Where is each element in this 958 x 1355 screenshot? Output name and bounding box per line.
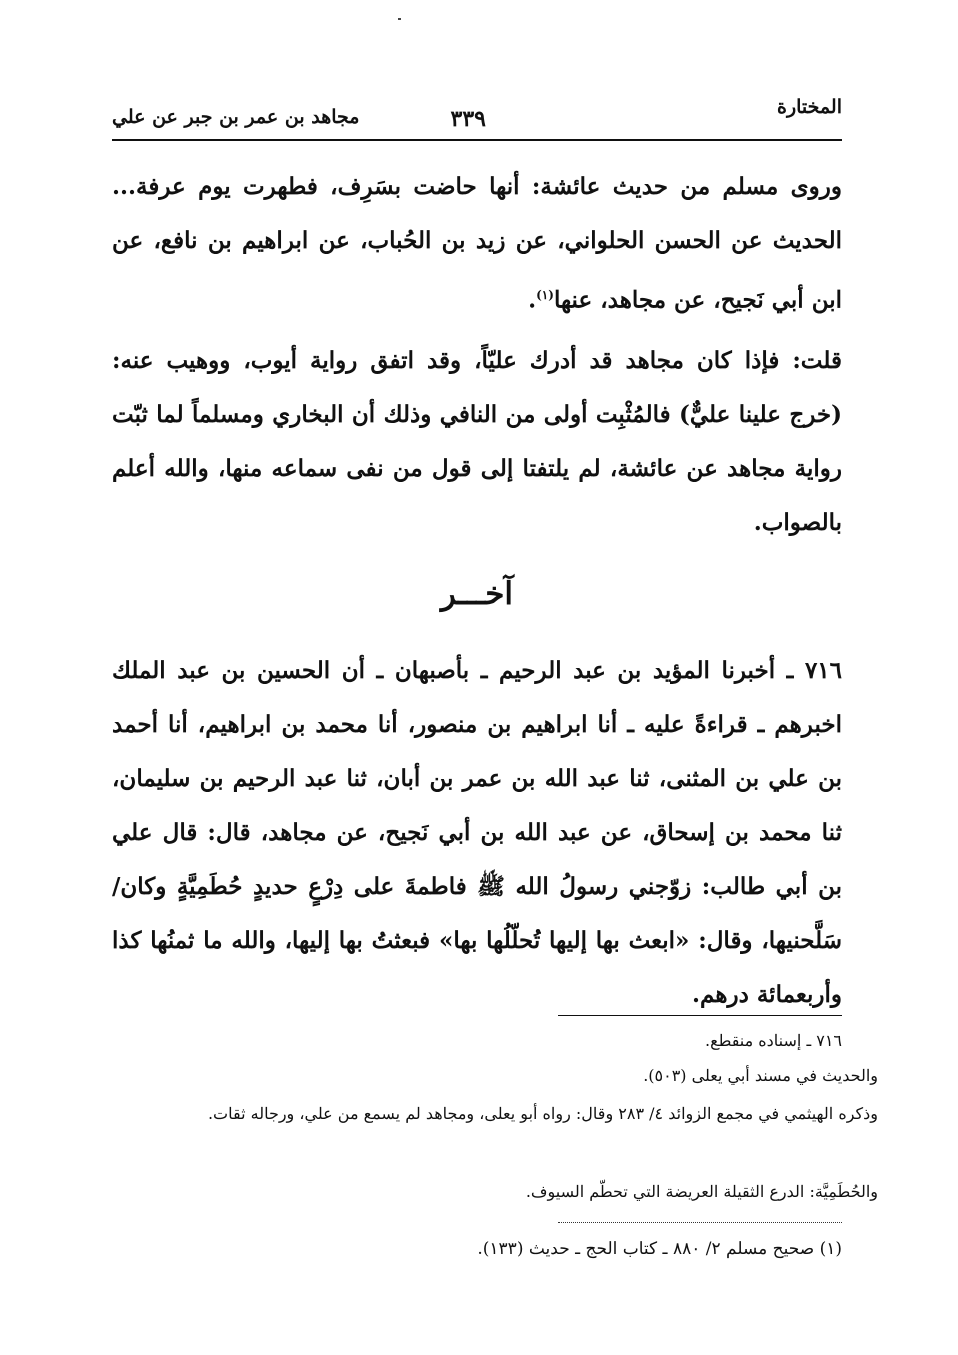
paragraph-muslim-end: . (528, 286, 537, 314)
running-header (112, 90, 842, 134)
paragraph-author-comment: قلت: فإذا كان مجاهد قد أدرك عليّاً، وقد اتفق رواية أيوب، ووهيب عنه: (خرج علينا عليٌّ) فالمُثْبِت أولى من النافي وذلك أن البخاري ومسلماً لما ثبّت رواية مجاهد عن عائشة، لم يلتفتا إلى قول من نفى سماعه منها، والله أعلم بالصواب. (112, 347, 842, 536)
footnote-dotted-separator (558, 1222, 842, 1223)
hadith-716: ٧١٦ ـ أخبرنا المؤيد بن عبد الرحيم ـ بأصبهان ـ أن الحسين بن عبد الملك اخبرهم ـ قراءةً عليه ـ أنا ابراهيم بن منصور، أنا محمد بن ابراهيم، أنا أحمد بن علي بن المثنى، ثنا عبد الله بن عمر بن أبان، ثنا عبد الرحيم بن سليمان، ثنا محمد بن إسحاق، عن عبد الله بن أبي نَجيح، عن مجاهد، قال: قال علي بن أبي طالب: زوّجني رسولُ الله ﷺ فاطمةَ على دِرْعٍ حديدٍ حُطَمِيَّةٍ وكان/ سَلَّحنيها، وقال: «ابعث بها إليها تُحلّلُها بها» فبعثتُ بها إليها، والله ما ثمنُها كذا وأربعمائة درهم. (112, 657, 842, 1008)
footnote-separator (558, 1015, 842, 1016)
footnote-716-musnad: والحديث في مسند أبي يعلى (٥٠٣). (643, 1066, 878, 1085)
footnote-ref-1: (١) (536, 288, 554, 302)
header-rule (112, 139, 842, 141)
section-title: آخـــر (440, 576, 514, 612)
book-title: المختارة (777, 96, 842, 118)
chapter-title: مجاهد بن عمر بن جبر عن علي (112, 106, 360, 128)
footnote-1-muslim: (١) صحيح مسلم ٢/ ٨٨٠ ـ كتاب الحج ـ حديث (١٣٣). (477, 1239, 842, 1259)
page-number: ٣٣٩ (450, 106, 486, 132)
paragraph-muslim-report (112, 160, 842, 328)
footnote-716-haythami: وذكره الهيثمي في مجمع الزوائد ٤/ ٢٨٣ وقال: رواه أبو يعلى، ومجاهد لم يسمع من علي، ورجاله ثقات. (207, 1104, 878, 1123)
scan-mark (398, 18, 401, 20)
footnote-716-isnad: ٧١٦ ـ إسناده منقطع. (704, 1031, 842, 1050)
footnote-716-hutamiyya: والحُطَمِيَّة: الدرع الثقيلة العريضة التي تحطّم السيوف. (525, 1182, 878, 1201)
paragraph-muslim-text: وروى مسلم من حديث عائشة: أنها حاضت بسَرِف، فطهرت يوم عرفة... الحديث عن الحسن الحلواني، عن زيد بن الحُباب، عن ابراهيم بن نافع، عن ابن أبي نَجيح، عن مجاهد، عنها (112, 173, 842, 314)
